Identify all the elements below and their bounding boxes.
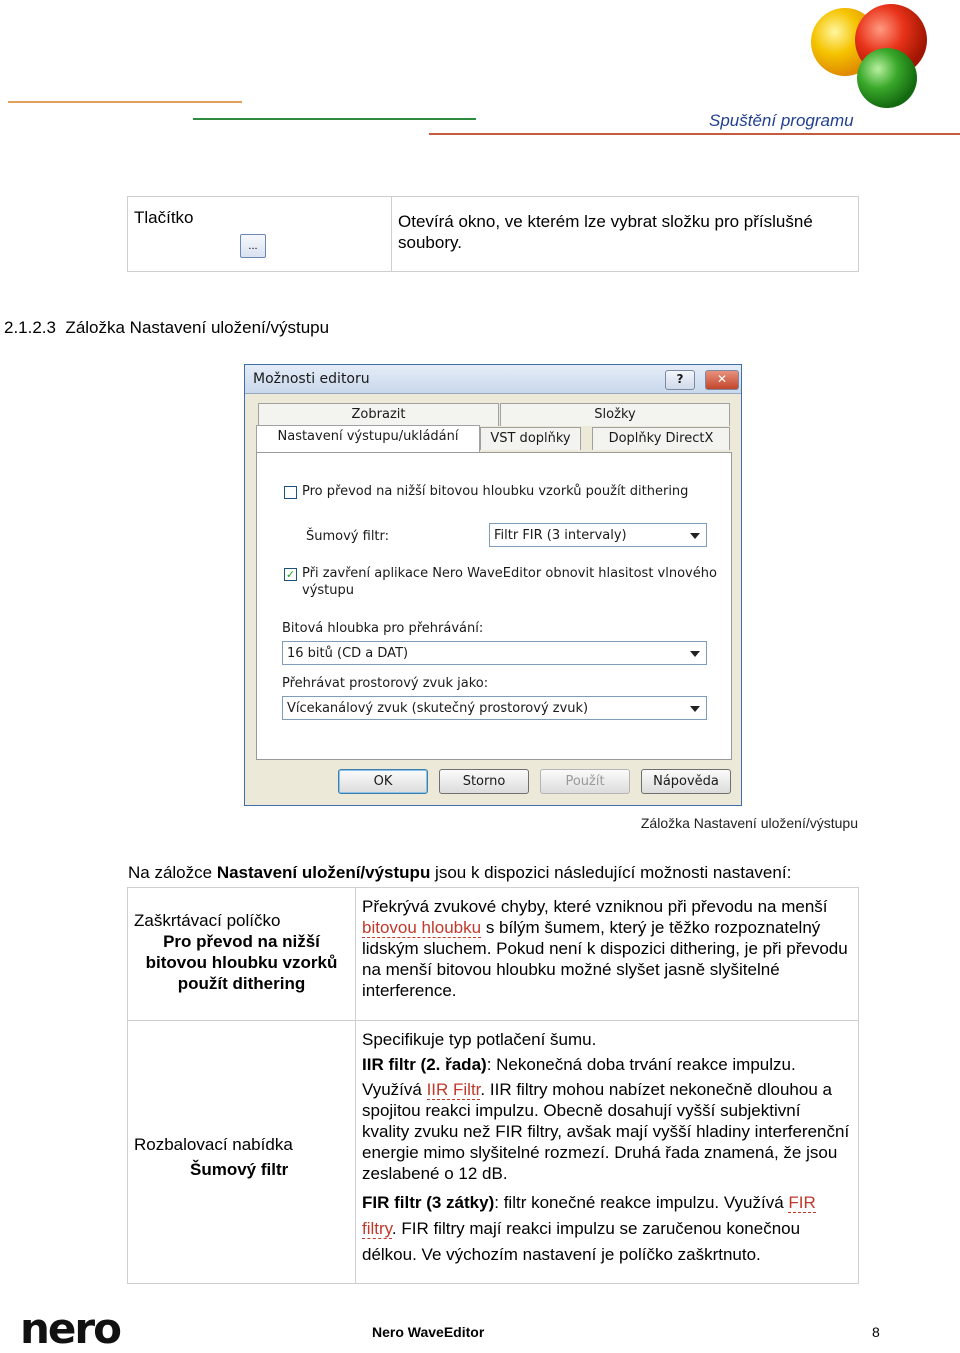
- surround-label: Přehrávat prostorový zvuk jako:: [282, 676, 489, 691]
- footer-product: Nero WaveEditor: [372, 1324, 485, 1340]
- iir-detail-b: . IIR filtry mohou nabízet nekonečně dlouhou a spojitou reakci impulzu. Obecně dosahují vyšší subjektivní kvality zvuku než FIR filtry, avšak mají vyšší hladiny interferenční energie mimo slyšitelné rozmezí. Druhá řada znamená, že jsou zeslabené o 12 dB.: [362, 1080, 850, 1183]
- tab-slozky[interactable]: Složky: [500, 403, 730, 426]
- bit-depth-link[interactable]: bitovou hloubku: [362, 918, 482, 937]
- help-title-button[interactable]: ?: [665, 370, 695, 390]
- browse-button[interactable]: ...: [240, 234, 266, 258]
- iir-filter-link[interactable]: IIR Filtr: [426, 1080, 481, 1099]
- fir-rest: . FIR filtry mají reakci impulzu se zaručenou konečnou délkou. Ve výchozím nastavení je políčko zaškrtnuto.: [362, 1219, 801, 1264]
- restore-volume-label-1: Při zavření aplikace Nero WaveEditor obnovit hlasitost vlnového: [302, 566, 717, 581]
- button-type-label: Tlačítko: [134, 208, 194, 227]
- table-row: [128, 888, 859, 1021]
- header-line-red: [429, 133, 960, 135]
- editor-options-dialog: [244, 364, 742, 806]
- fir-link-1[interactable]: FIR: [788, 1193, 816, 1212]
- section-heading: 2.1.2.3 Záložka Nastavení uložení/výstupu: [4, 318, 330, 337]
- surround-value: Vícekanálový zvuk (skutečný prostorový zvuk): [287, 701, 589, 716]
- tab-zobrazit[interactable]: Zobrazit: [258, 403, 499, 426]
- colored-balls-logo: [805, 0, 935, 110]
- nero-logo: nero: [20, 1304, 120, 1353]
- noise-filter-select[interactable]: [489, 523, 707, 547]
- bitdepth-label: Bitová hloubka pro přehrávání:: [282, 621, 484, 636]
- noise-filter-label: Šumový filtr:: [306, 529, 390, 544]
- header-line-green: [193, 118, 476, 120]
- row1-type: Zaškrtávací políčko: [134, 911, 281, 930]
- dialog-titlebar: [245, 365, 741, 394]
- row2-fir: [362, 1190, 852, 1268]
- row2-intro: Specifikuje typ potlačení šumu.: [362, 1030, 597, 1049]
- intro-before: Na záložce: [128, 863, 217, 882]
- settings-panel: [256, 452, 732, 760]
- dither-checkbox[interactable]: [284, 486, 297, 499]
- row1-description: [362, 896, 852, 1001]
- surround-select[interactable]: [282, 696, 707, 720]
- help-button[interactable]: Nápověda: [641, 769, 731, 794]
- chevron-down-icon: [690, 706, 700, 712]
- bitdepth-value: 16 bitů (CD a DAT): [287, 646, 409, 661]
- row1-name: Pro převod na nižší bitovou hloubku vzorků použít dithering: [145, 932, 338, 993]
- section-title: Spuštění programu: [709, 111, 854, 130]
- row1-text-a: Překrývá zvukové chyby, které vzniknou při převodu na menší: [362, 897, 828, 916]
- row2-iir-detail: [362, 1079, 852, 1184]
- iir-text: : Nekonečná doba trvání reakce impulzu.: [486, 1055, 796, 1074]
- tab-vst[interactable]: VST doplňky: [480, 427, 581, 450]
- row2-type: Rozbalovací nabídka: [134, 1135, 293, 1154]
- iir-title: IIR filtr (2. řada): [362, 1055, 487, 1074]
- fir-title: FIR filtr (3 zátky): [362, 1193, 495, 1212]
- noise-filter-value: Filtr FIR (3 intervaly): [494, 528, 627, 543]
- chevron-down-icon: [690, 651, 700, 657]
- apply-button[interactable]: Použít: [540, 769, 630, 794]
- close-title-button[interactable]: ✕: [705, 370, 739, 390]
- bitdepth-select[interactable]: [282, 641, 707, 665]
- intro-bold: Nastavení uložení/výstupu: [216, 863, 431, 882]
- intro-paragraph: [128, 863, 791, 883]
- row2-name: Šumový filtr: [190, 1160, 289, 1179]
- ok-button[interactable]: OK: [338, 769, 428, 794]
- restore-volume-checkbox[interactable]: ✓: [285, 568, 296, 581]
- fir-link-2[interactable]: filtry: [362, 1219, 392, 1238]
- row2-iir: [362, 1054, 852, 1075]
- tab-directx[interactable]: Doplňky DirectX: [592, 427, 730, 450]
- button-table: [127, 196, 859, 272]
- fir-text: : filtr konečné reakce impulzu. Využívá: [494, 1193, 789, 1212]
- page-number: 8: [872, 1324, 880, 1340]
- dialog-title: Možnosti editoru: [253, 371, 370, 387]
- restore-volume-label-2: výstupu: [302, 583, 354, 598]
- tab-output-settings[interactable]: Nastavení výstupu/ukládání: [256, 425, 480, 452]
- header-line-orange: [8, 101, 242, 103]
- intro-after: jsou k dispozici následující možnosti nastavení:: [430, 863, 792, 882]
- chevron-down-icon: [690, 533, 700, 539]
- button-description: Otevírá okno, ve kterém lze vybrat složku pro příslušné soubory.: [398, 212, 813, 252]
- table-row: [128, 1021, 859, 1284]
- dither-label: Pro převod na nižší bitovou hloubku vzorků použít dithering: [302, 484, 689, 499]
- row1-text-b: s bílým šumem, který je těžko rozpoznatelný lidským sluchem. Pokud není k dispozici dithering, je při převodu na menší bitovou hloubku možné slyšet jasně slyšitelné interference.: [362, 918, 848, 1000]
- iir-detail-a: Využívá: [362, 1080, 427, 1099]
- options-table: [127, 887, 859, 1284]
- dialog-caption: Záložka Nastavení uložení/výstupu: [640, 815, 858, 831]
- cancel-button[interactable]: Storno: [439, 769, 529, 794]
